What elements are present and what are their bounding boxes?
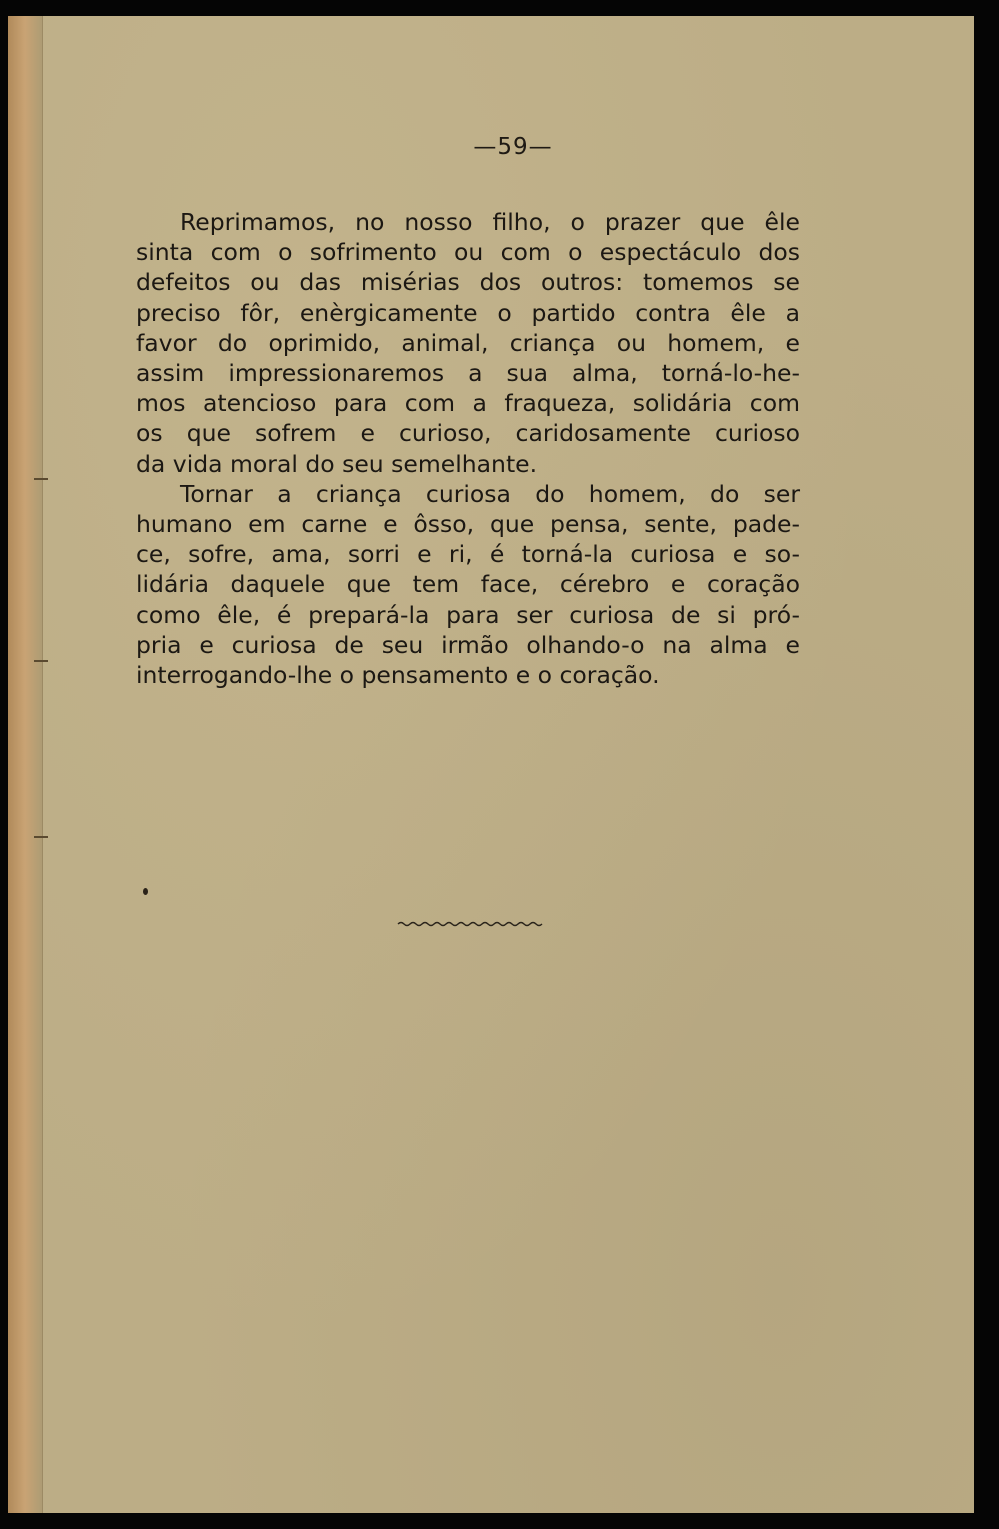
page-number: —59—	[473, 134, 553, 160]
text-line: lidária daquele que tem face, cérebro e coração	[136, 570, 800, 599]
text-line: como êle, é prepará-la para ser curiosa de si pró-	[136, 600, 800, 629]
stitch-mark	[34, 660, 48, 662]
binding-spine	[8, 16, 43, 1513]
text-line: assim impressionaremos a sua alma, torná-lo-he-	[136, 359, 800, 388]
text-line: pria e curiosa de seu irmão olhando-o na alma e	[136, 630, 800, 659]
text-line: humano em carne e ôsso, que pensa, sente, pade-	[136, 510, 800, 539]
text-line: defeitos ou das misérias dos outros: tomemos se	[136, 268, 800, 297]
text-line: favor do oprimido, animal, criança ou homem, e	[136, 328, 800, 357]
text-line: os que sofrem e curioso, caridosamente curioso	[136, 419, 800, 448]
text-line: Reprimamos, no nosso filho, o prazer que êle	[180, 208, 800, 236]
book-page	[8, 16, 974, 1513]
text-line: interrogando-lhe o pensamento e o coração.	[136, 661, 660, 690]
stitch-mark	[34, 478, 48, 480]
body-text	[136, 207, 800, 690]
text-line: sinta com o sofrimento ou com o espectáculo dos	[136, 238, 800, 267]
ink-speck	[143, 888, 148, 895]
text-line: Tornar a criança curiosa do homem, do ser	[180, 479, 800, 508]
text-line: preciso fôr, enèrgicamente o partido contra êle a	[136, 298, 800, 327]
text-line: da vida moral do seu semelhante.	[136, 449, 538, 478]
wavy-rule-ornament-icon	[396, 918, 544, 930]
text-line: mos atencioso para com a fraqueza, solidária com	[136, 389, 800, 418]
text-line: ce, sofre, ama, sorri e ri, é torná-la curiosa e so-	[136, 540, 800, 569]
stitch-mark	[34, 836, 48, 838]
